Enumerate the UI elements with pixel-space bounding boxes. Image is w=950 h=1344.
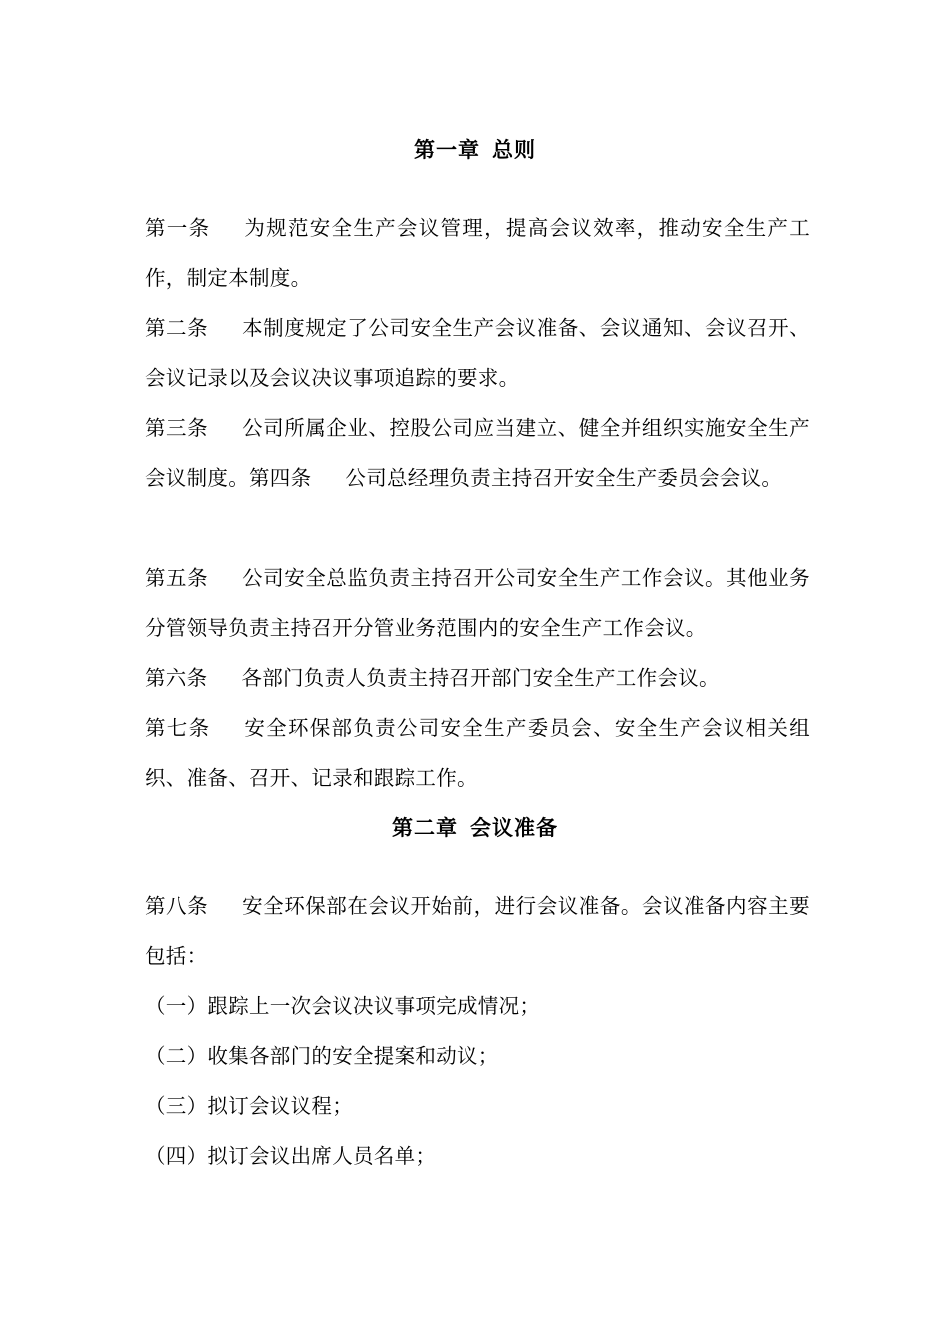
article-3-text: 公司所属企业、控股公司应当建立、健全并组织实施安全生产会议制度。 [145,416,810,490]
chapter-1-number: 第一章 [414,138,480,162]
article-4-text: 公司总经理负责主持召开安全生产委员会会议。 [345,466,783,490]
article-5-label: 第五条 [145,566,209,590]
article-1-label: 第一条 [145,216,211,240]
article-7 [145,703,810,803]
list-item: （三）拟订会议议程； [145,1094,353,1118]
chapter-2-name: 会议准备 [470,816,558,840]
list-item: （四）拟订会议出席人员名单； [145,1144,437,1168]
list-item: （一）跟踪上一次会议决议事项完成情况； [145,994,541,1018]
article-3 [145,403,810,503]
article-8-text: 安全环保部在会议开始前，进行会议准备。会议准备内容主要包括： [145,894,810,968]
chapter-2-number: 第二章 [392,816,458,840]
article-8-label: 第八条 [145,894,209,918]
article-5 [145,553,810,653]
article-6-label: 第六条 [145,666,208,690]
article-2 [145,303,810,403]
article-2-text: 本制度规定了公司安全生产会议准备、会议通知、会议召开、会议记录以及会议决议事项追踪的要求。 [145,316,810,390]
article-1 [145,203,810,303]
article-6 [145,653,810,703]
list-item: （二）收集各部门的安全提案和动议； [145,1044,499,1068]
chapter-1-title [145,135,805,165]
article-1-text: 为规范安全生产会议管理，提高会议效率，推动安全生产工作，制定本制度。 [145,216,810,290]
article-5-text: 公司安全总监负责主持召开公司安全生产工作会议。其他业务分管领导负责主持召开分管业务范围内的安全生产工作会议。 [145,566,810,640]
article-8 [145,881,810,981]
article-4-label: 第四条 [249,466,312,490]
chapter-2-title [145,813,805,843]
article-7-text: 安全环保部负责公司安全生产委员会、安全生产会议相关组织、准备、召开、记录和跟踪工作。 [145,716,810,790]
article-2-label: 第二条 [145,316,209,340]
article-6-text: 各部门负责人负责主持召开部门安全生产工作会议。 [241,666,720,690]
article-7-label: 第七条 [145,716,211,740]
article-3-label: 第三条 [145,416,209,440]
chapter-1-name: 总则 [492,138,536,162]
